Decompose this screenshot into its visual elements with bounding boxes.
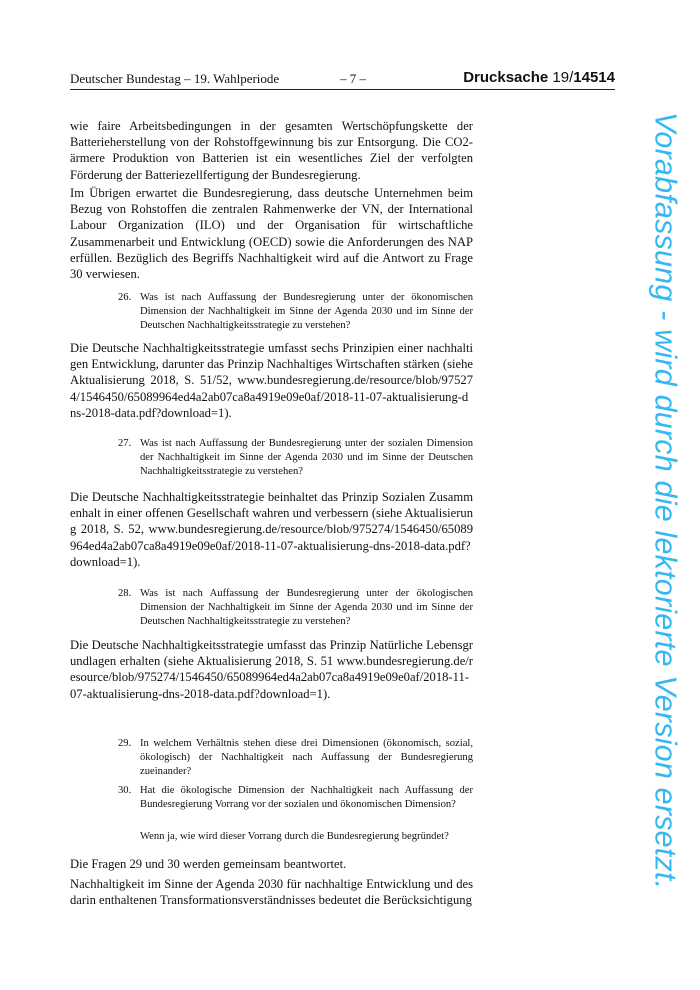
answer-27: Die Deutsche Nachhaltigkeitsstrategie beinhaltet das Prinzip Sozialen Zusammenhalt in einer offenen Gesellschaft wahren und verbessern (siehe Aktualisierung 2018, S. 52, www.bundesregierung.de/resource/blob/975274/1546450/65089964ed4a2ab07ca8a4919e09e0af/2018-11-07-aktualisierung-dns-2018-data.pdf?download=1). xyxy=(70,490,473,569)
question-text: Was ist nach Auffassung der Bundesregierung unter der sozialen Dimension der Nachhaltigkeit im Sinne der Agenda 2030 und im Sinne der Deutschen Nachhaltigkeitsstrategie zu verstehen? xyxy=(140,438,473,477)
paragraph-joint-answer: Die Fragen 29 und 30 werden gemeinsam beantwortet. xyxy=(70,857,347,871)
header-page-number: – 7 – xyxy=(340,71,366,86)
question-text: In welchem Verhältnis stehen diese drei Dimensionen (ökonomisch, sozial, ökologisch) der Nachhaltigkeit nach Auffassung der Bundesregierung zueinander? xyxy=(140,738,473,777)
page-header xyxy=(70,71,615,91)
question-27 xyxy=(118,437,473,478)
question-number: 28. xyxy=(118,588,132,599)
header-rule xyxy=(70,89,615,90)
question-30 xyxy=(118,784,473,812)
question-text: Was ist nach Auffassung der Bundesregierung unter der ökologischen Dimension der Nachhaltigkeit im Sinne der Agenda 2030 und im Sinne der Deutschen Nachhaltigkeitsstrategie zu verstehen? xyxy=(140,588,473,627)
header-document-number xyxy=(463,69,615,86)
draft-watermark xyxy=(644,112,686,890)
doc-label: Drucksache xyxy=(463,69,549,86)
watermark-text: Vorabfassung - wird durch die lektorierte Version ersetzt. xyxy=(648,112,683,890)
question-number: 30. xyxy=(118,785,132,796)
answer-28: Die Deutsche Nachhaltigkeitsstrategie umfasst das Prinzip Natürliche Lebensgrundlagen erhalten (siehe Aktualisierung 2018, S. 51 www.bundesregierung.de/resource/blob/975274/1546450/65089964ed4a2ab07ca8a4919e09e0af/2018-11-07-aktualisierung-dns-2018-data.pdf?download=1). xyxy=(70,638,473,701)
answer-26: Die Deutsche Nachhaltigkeitsstrategie umfasst sechs Prinzipien einer nachhaltigen Entwicklung, darunter das Prinzip Nachhaltiges Wirtschaften stärken (siehe Aktualisierung 2018, S. 51/52, www.bundesregierung.de/resource/blob/975274/1546450/65089964ed4a2ab07ca8a4919e09e0af/2018-11-07-aktualisierung-dns-2018-data.pdf?download=1). xyxy=(70,341,473,420)
question-number: 29. xyxy=(118,738,132,749)
header-publication: Deutscher Bundestag – 19. Wahlperiode xyxy=(70,71,280,86)
paragraph-expectations: Im Übrigen erwartet die Bundesregierung, dass deutsche Unternehmen beim Bezug von Rohstoffen die zentralen Rahmenwerke der VN, der International Labour Organization (ILO) und der Organisation für wirtschaftliche Zusammenarbeit und Entwicklung (OECD) sowie die Anforderungen des NAP erfüllen. Bezüglich des Begriffs Nachhaltigkeit wird auf die Antwort zu Frage 30 verwiesen. xyxy=(70,186,473,282)
doc-number-prefix: 19/ xyxy=(552,69,574,86)
question-text: Hat die ökologische Dimension der Nachhaltigkeit nach Auffassung der Bundesregierung Vorrang vor der sozialen und ökonomischen Dimension? xyxy=(140,785,473,810)
question-number: 27. xyxy=(118,438,132,449)
question-28 xyxy=(118,587,473,628)
question-text: Was ist nach Auffassung der Bundesregierung unter der ökonomischen Dimension der Nachhaltigkeit im Sinne der Agenda 2030 und im Sinne der Deutschen Nachhaltigkeitsstrategie zu verstehen? xyxy=(140,292,473,331)
paragraph-sustainability: Nachhaltigkeit im Sinne der Agenda 2030 für nachhaltige Entwicklung und des darin enthaltenen Transformationsverständnisses bedeutet die Berücksichtigung xyxy=(70,877,473,908)
paragraph-intro: wie faire Arbeitsbedingungen in der gesamten Wertschöpfungskette der Batterieherstellung von der Rohstoffgewinnung bis zur Entsorgung. Die CO2-ärmere Produktion von Batterien ist ein wesentliches Ziel der verfolgten Förderung der Batteriezellfertigung der Bundesregierung. xyxy=(70,119,473,182)
question-26 xyxy=(118,291,473,332)
question-30-followup: Wenn ja, wie wird dieser Vorrang durch die Bundesregierung begründet? xyxy=(140,831,449,842)
question-number: 26. xyxy=(118,292,132,303)
question-29 xyxy=(118,737,473,778)
doc-number: 14514 xyxy=(573,69,615,86)
